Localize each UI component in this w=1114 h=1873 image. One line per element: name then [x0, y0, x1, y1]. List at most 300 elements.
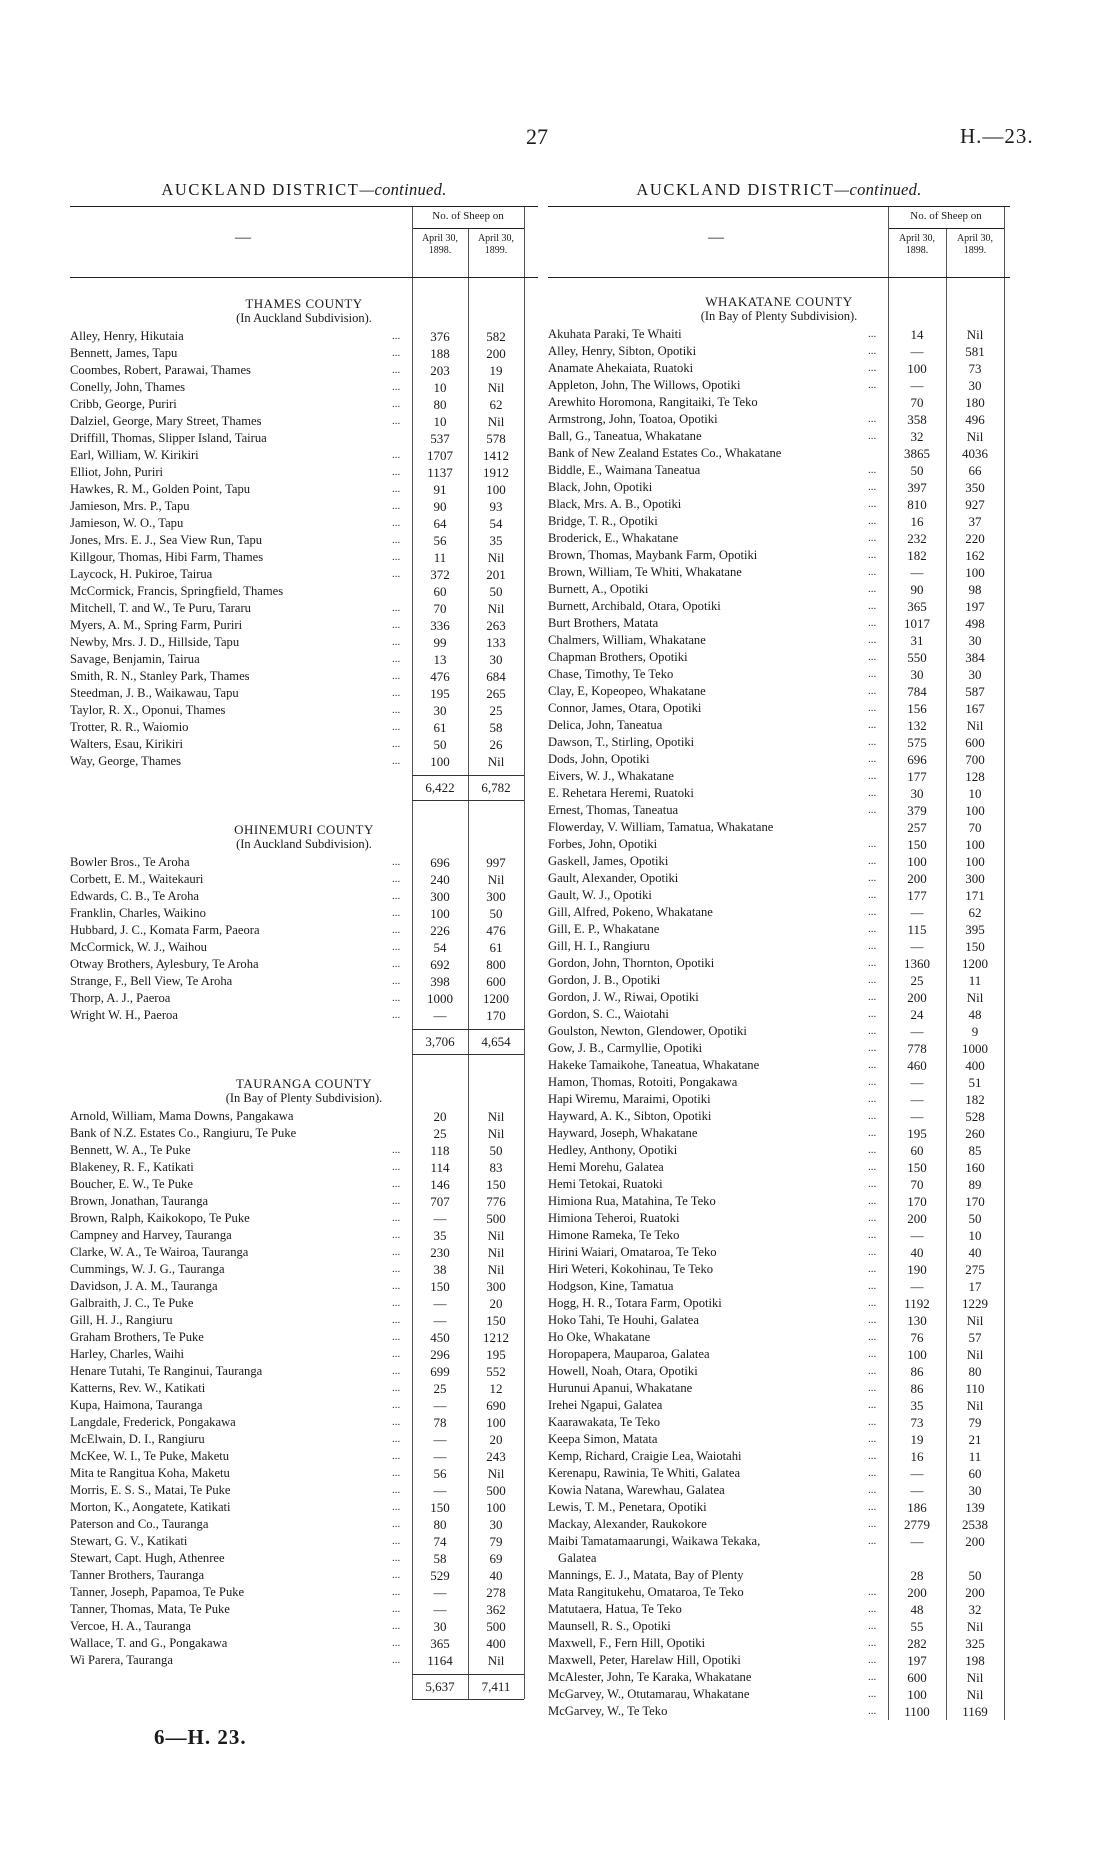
table-row — [70, 1210, 538, 1227]
sheep-1898: 200 — [907, 871, 927, 886]
leader-dots: ... — [392, 1620, 401, 1632]
table-row — [548, 377, 1010, 394]
sheep-1898: 73 — [910, 1415, 924, 1430]
owner-name: Davidson, J. A. M., Tauranga — [70, 1279, 218, 1293]
table-row — [70, 1499, 538, 1516]
table-row — [70, 464, 538, 481]
leader-dots: ... — [868, 651, 877, 663]
sheep-1898: 38 — [433, 1262, 447, 1277]
sheep-1898: 282 — [907, 1636, 927, 1651]
owner-name: Maunsell, R. S., Opotiki — [548, 1619, 671, 1633]
leader-dots: ... — [392, 1484, 401, 1496]
owner-name: Wright W. H., Paeroa — [70, 1008, 178, 1022]
table-row — [70, 600, 538, 617]
sheep-1899: 30 — [968, 378, 982, 393]
sheep-1898: — — [910, 1483, 924, 1498]
leader-dots: ... — [392, 415, 401, 427]
sheep-1899: 73 — [968, 361, 982, 376]
sheep-1899: Nil — [966, 1313, 984, 1328]
sheep-1899: Nil — [487, 1653, 505, 1668]
leader-dots: ... — [392, 1365, 401, 1377]
sheep-1899: 10 — [968, 786, 982, 801]
table-row — [548, 632, 1010, 649]
leader-dots: ... — [392, 381, 401, 393]
table-row — [70, 1346, 538, 1363]
leader-dots: ... — [868, 804, 877, 816]
leader-dots: ... — [868, 1416, 877, 1428]
sheep-1898: 575 — [907, 735, 927, 750]
leader-dots: ... — [868, 685, 877, 697]
sheep-1899: 35 — [489, 533, 503, 548]
sheep-1898: 1137 — [427, 465, 453, 480]
leader-dots: ... — [392, 670, 401, 682]
owner-name: Gill, E. P., Whakatane — [548, 922, 660, 936]
table-row — [70, 1329, 538, 1346]
owner-name: Biddle, E., Waimana Taneatua — [548, 463, 701, 477]
owner-name: Bennett, James, Tapu — [70, 346, 178, 360]
table-row — [548, 1431, 1010, 1448]
owner-name: Hodgson, Kine, Tamatua — [548, 1279, 674, 1293]
leader-dots: ... — [392, 466, 401, 478]
sheep-1899: Nil — [966, 1347, 984, 1362]
leader-dots: ... — [392, 1450, 401, 1462]
sheep-1899: 4036 — [962, 446, 988, 461]
leader-dots: ... — [392, 924, 401, 936]
sheep-1898: 132 — [907, 718, 927, 733]
table-row — [70, 939, 538, 956]
owner-name: Blakeney, R. F., Katikati — [70, 1160, 194, 1174]
owner-name: Clarke, W. A., Te Wairoa, Tauranga — [70, 1245, 249, 1259]
table-row — [548, 1703, 1010, 1720]
sheep-1898: 257 — [907, 820, 927, 835]
leader-dots: ... — [392, 1195, 401, 1207]
leader-dots: ... — [868, 753, 877, 765]
table-row — [70, 1125, 538, 1142]
table-row — [548, 1499, 1010, 1516]
sheep-1899: 500 — [486, 1211, 506, 1226]
leader-dots: ... — [392, 551, 401, 563]
sheep-1898: 25 — [910, 973, 924, 988]
owner-name: Gordon, S. C., Waiotahi — [548, 1007, 669, 1021]
table-row — [70, 1618, 538, 1635]
table-row — [70, 1567, 538, 1584]
owner-name: McGarvey, W., Otutamarau, Whakatane — [548, 1687, 750, 1701]
leader-dots: ... — [868, 668, 877, 680]
owner-name: Tanner Brothers, Tauranga — [70, 1568, 205, 1582]
leader-dots: ... — [392, 1535, 401, 1547]
sheep-1898: 54 — [433, 940, 447, 955]
page-number: 27 — [526, 124, 548, 149]
table-row — [70, 1227, 538, 1244]
leader-dots: ... — [392, 1144, 401, 1156]
owner-name: Himone Rameka, Te Teko — [548, 1228, 680, 1242]
owner-name: Gill, H. J., Rangiuru — [70, 1313, 173, 1327]
table-row — [548, 1533, 1010, 1550]
leader-dots: ... — [868, 1484, 877, 1496]
leader-dots: ... — [868, 566, 877, 578]
sheep-1898: 40 — [910, 1245, 924, 1260]
table-row — [548, 1091, 1010, 1108]
leader-dots: ... — [868, 1620, 877, 1632]
owner-name: Gordon, John, Thornton, Opotiki — [548, 956, 715, 970]
sheep-1898: 91 — [433, 482, 447, 497]
leader-dots: ... — [868, 1229, 877, 1241]
header-col-1899: April 30, 1899. — [477, 233, 515, 256]
owner-name: Burt Brothers, Matata — [548, 616, 659, 630]
table-row — [548, 1057, 1010, 1074]
sheep-1898: 31 — [910, 633, 924, 648]
table-row — [70, 1380, 538, 1397]
sheep-1898: 232 — [907, 531, 927, 546]
sheep-1899: 243 — [486, 1449, 506, 1464]
leader-dots: ... — [868, 719, 877, 731]
leader-dots: ... — [868, 1637, 877, 1649]
sheep-1899: 51 — [968, 1075, 982, 1090]
leader-dots: ... — [392, 1569, 401, 1581]
sheep-1898: 78 — [433, 1415, 447, 1430]
leader-dots: ... — [868, 1586, 877, 1598]
sheep-1898: 35 — [433, 1228, 447, 1243]
sheep-1898: 32 — [910, 429, 924, 444]
table-row — [70, 702, 538, 719]
table-row — [548, 1227, 1010, 1244]
sheep-1899: 30 — [968, 1483, 982, 1498]
leader-dots: ... — [868, 1076, 877, 1088]
table-row — [548, 921, 1010, 938]
owner-name: Kowia Natana, Warewhau, Galatea — [548, 1483, 725, 1497]
table-row — [548, 1023, 1010, 1040]
sheep-1899: 62 — [968, 905, 982, 920]
owner-name: Hoko Tahi, Te Houhi, Galatea — [548, 1313, 699, 1327]
sheep-1899: 11 — [968, 1449, 982, 1464]
table-row — [548, 564, 1010, 581]
leader-dots: ... — [392, 1382, 401, 1394]
sheep-1899: 9 — [971, 1024, 979, 1039]
sheep-1899: 265 — [486, 686, 506, 701]
column-title — [70, 180, 538, 206]
owner-name: Bank of N.Z. Estates Co., Rangiuru, Te Puke — [70, 1126, 297, 1140]
owner-name: Jamieson, Mrs. P., Tapu — [70, 499, 190, 513]
table-row — [548, 649, 1010, 666]
table-row — [70, 617, 538, 634]
sheep-1898: 376 — [430, 329, 450, 344]
table-row — [548, 785, 1010, 802]
owner-name: Brown, Jonathan, Tauranga — [70, 1194, 209, 1208]
sheep-1898: 24 — [910, 1007, 924, 1022]
owner-name: Coombes, Robert, Parawai, Thames — [70, 363, 251, 377]
header-rule-1 — [412, 207, 413, 277]
sheep-1899: 200 — [486, 346, 506, 361]
sheep-1899: Nil — [487, 601, 505, 616]
leader-dots: ... — [392, 1348, 401, 1360]
sheep-1899: 50 — [489, 906, 503, 921]
sheep-1899: 100 — [965, 837, 985, 852]
sheep-1898: — — [910, 378, 924, 393]
leader-dots: ... — [868, 1331, 877, 1343]
leader-dots: ... — [868, 736, 877, 748]
sheep-1899: 93 — [489, 499, 503, 514]
sheep-1899: 100 — [965, 854, 985, 869]
sheep-1899: 50 — [968, 1568, 982, 1583]
leader-dots: ... — [868, 838, 877, 850]
owner-name: Dawson, T., Stirling, Opotiki — [548, 735, 695, 749]
sheep-1899: 800 — [486, 957, 506, 972]
sheep-1898: 810 — [907, 497, 927, 512]
sheep-1898: 365 — [430, 1636, 450, 1651]
leader-dots: ... — [392, 687, 401, 699]
table-row — [548, 904, 1010, 921]
total-1898: 3,706 — [425, 1034, 455, 1049]
sheep-1898: 707 — [430, 1194, 450, 1209]
table-row — [548, 1601, 1010, 1618]
leader-dots: ... — [868, 498, 877, 510]
table-row — [548, 1329, 1010, 1346]
table-row — [548, 1074, 1010, 1091]
sheep-1899: 60 — [968, 1466, 982, 1481]
owner-name: Hiri Weteri, Kokohinau, Te Teko — [548, 1262, 714, 1276]
owner-name: Bennett, W. A., Te Puke — [70, 1143, 191, 1157]
header-dash: — — [708, 229, 724, 246]
sheep-1899: 496 — [965, 412, 985, 427]
sheep-1899: 552 — [486, 1364, 506, 1379]
owner-name: Taylor, R. X., Oponui, Thames — [70, 703, 226, 717]
sheep-1899: 162 — [965, 548, 985, 563]
owner-name: Burnett, A., Opotiki — [548, 582, 649, 596]
sheep-1899: 58 — [489, 720, 503, 735]
table-body — [70, 278, 538, 1699]
sheep-1898: 203 — [430, 363, 450, 378]
table-row — [70, 1397, 538, 1414]
leader-dots: ... — [868, 1501, 877, 1513]
sheep-1898: 10 — [433, 414, 447, 429]
table-row — [548, 1006, 1010, 1023]
table-row — [70, 1516, 538, 1533]
sheep-1898: 30 — [433, 1619, 447, 1634]
table-row — [548, 768, 1010, 785]
owner-name: Mackay, Alexander, Raukokore — [548, 1517, 707, 1531]
table-row — [548, 547, 1010, 564]
table-row — [70, 854, 538, 871]
table-row — [548, 734, 1010, 751]
owner-name: Ho Oke, Whakatane — [548, 1330, 651, 1344]
sheep-1899: 12 — [489, 1381, 503, 1396]
leader-dots: ... — [868, 1365, 877, 1377]
owner-name: Hogg, H. R., Totara Farm, Opotiki — [548, 1296, 722, 1310]
table-row — [70, 549, 538, 566]
leader-dots: ... — [392, 1178, 401, 1190]
leader-dots: ... — [868, 1382, 877, 1394]
county-heading: TAURANGA COUNTY — [235, 1076, 373, 1091]
sheep-1898: 100 — [430, 754, 450, 769]
table-row — [70, 583, 538, 600]
sheep-1898: 177 — [907, 888, 927, 903]
sheep-1899: 69 — [489, 1551, 503, 1566]
leader-dots: ... — [868, 1025, 877, 1037]
owner-name: Galatea — [558, 1551, 597, 1565]
header-rule-2 — [468, 229, 469, 277]
table-row — [70, 1601, 538, 1618]
leader-dots: ... — [868, 1059, 877, 1071]
table-row — [70, 1193, 538, 1210]
table-row — [70, 1159, 538, 1176]
sheep-1898: — — [433, 1449, 447, 1464]
total-bottom-rule — [412, 800, 524, 801]
owner-name: Hemi Morehu, Galatea — [548, 1160, 664, 1174]
owner-name: Wi Parera, Tauranga — [70, 1653, 173, 1667]
sheep-1898: 1100 — [904, 1704, 930, 1719]
sheep-1898: 30 — [910, 786, 924, 801]
sheep-1899: 30 — [968, 667, 982, 682]
table-row — [548, 1567, 1010, 1584]
sheep-1898: 2779 — [904, 1517, 930, 1532]
leader-dots: ... — [868, 1212, 877, 1224]
table-row — [548, 955, 1010, 972]
owner-name: Stewart, Capt. Hugh, Athenree — [70, 1551, 225, 1565]
sheep-1899: 100 — [486, 482, 506, 497]
sheep-1899: 300 — [486, 1279, 506, 1294]
sheep-1898: 170 — [907, 1194, 927, 1209]
table-row — [70, 1176, 538, 1193]
sheep-1898: 30 — [910, 667, 924, 682]
table-row — [70, 753, 538, 770]
leader-dots: ... — [392, 1637, 401, 1649]
owner-name: Tanner, Thomas, Mata, Te Puke — [70, 1602, 230, 1616]
sheep-1898: 60 — [910, 1143, 924, 1158]
sheep-1899: 927 — [965, 497, 985, 512]
sheep-1898: — — [910, 1534, 924, 1549]
sheep-1899: 600 — [486, 974, 506, 989]
owner-name: Anamate Ahekaiata, Ruatoki — [548, 361, 694, 375]
leader-dots: ... — [392, 1518, 401, 1530]
leader-dots: ... — [392, 1399, 401, 1411]
owner-name: Kerenapu, Rawinia, Te Whiti, Galatea — [548, 1466, 741, 1480]
leader-dots: ... — [392, 364, 401, 376]
sheep-1899: 100 — [486, 1500, 506, 1515]
table-row — [70, 1448, 538, 1465]
sheep-1899: 133 — [486, 635, 506, 650]
owner-name: Strange, F., Bell View, Te Aroha — [70, 974, 233, 988]
leader-dots: ... — [392, 1009, 401, 1021]
sheep-1898: 13 — [433, 652, 447, 667]
sheep-1898: 200 — [907, 1211, 927, 1226]
owner-name: Thorp, A. J., Paeroa — [70, 991, 171, 1005]
table-row — [70, 1108, 538, 1125]
sheep-1899: 100 — [486, 1415, 506, 1430]
leader-dots: ... — [868, 1280, 877, 1292]
sheep-1898: — — [433, 1432, 447, 1447]
owner-name: Jamieson, W. O., Tapu — [70, 516, 184, 530]
leader-dots: ... — [868, 362, 877, 374]
leader-dots: ... — [868, 1161, 877, 1173]
table-row — [548, 1482, 1010, 1499]
table-row — [548, 1346, 1010, 1363]
table-row — [548, 802, 1010, 819]
table-row — [548, 972, 1010, 989]
owner-name: Laycock, H. Pukiroe, Tairua — [70, 567, 213, 581]
sheep-1899: 30 — [968, 633, 982, 648]
table-row — [548, 1669, 1010, 1686]
sheep-1899: 200 — [965, 1585, 985, 1600]
sheep-1898: 100 — [907, 1687, 927, 1702]
sheep-1898: 114 — [430, 1160, 450, 1175]
table-row — [548, 1652, 1010, 1669]
sheep-1899: 139 — [965, 1500, 985, 1515]
table-row — [548, 394, 1010, 411]
leader-dots: ... — [868, 1195, 877, 1207]
table-row — [70, 1482, 538, 1499]
sheep-1899: 395 — [965, 922, 985, 937]
sheep-1899: 275 — [965, 1262, 985, 1277]
owner-name: Clay, E, Kopeopeo, Whakatane — [548, 684, 706, 698]
sheep-1898: 10 — [433, 380, 447, 395]
sheep-1899: Nil — [487, 1109, 505, 1124]
owner-name: Maxwell, F., Fern Hill, Opotiki — [548, 1636, 706, 1650]
leader-dots: ... — [392, 1161, 401, 1173]
table-row — [70, 1261, 538, 1278]
county-heading: OHINEMURI COUNTY — [234, 822, 374, 837]
total-1899: 4,654 — [481, 1034, 511, 1049]
sheep-1898: 1192 — [904, 1296, 930, 1311]
sheep-1899: Nil — [966, 718, 984, 733]
owner-name: Bowler Bros., Te Aroha — [70, 855, 190, 869]
sheep-1899: 201 — [486, 567, 506, 582]
sheep-1898: 30 — [433, 703, 447, 718]
total-1899: 7,411 — [481, 1679, 511, 1694]
header-rule-2 — [946, 229, 947, 277]
header-col-1899: April 30, 1899. — [956, 233, 994, 256]
table-row — [548, 479, 1010, 496]
owner-name: Hirini Waiari, Omataroa, Te Teko — [548, 1245, 717, 1259]
sheep-1898: 74 — [433, 1534, 447, 1549]
owner-name: Hubbard, J. C., Komata Farm, Paeora — [70, 923, 260, 937]
sheep-1899: Nil — [487, 414, 505, 429]
leader-dots: ... — [868, 1314, 877, 1326]
owner-name: Dods, John, Opotiki — [548, 752, 650, 766]
sheep-1899: 528 — [965, 1109, 985, 1124]
sheep-1899: Nil — [966, 429, 984, 444]
sheep-1898: 230 — [430, 1245, 450, 1260]
owner-name: Gaskell, James, Opotiki — [548, 854, 669, 868]
leader-dots: ... — [392, 1586, 401, 1598]
leader-dots: ... — [868, 1450, 877, 1462]
sheep-1898: — — [433, 1483, 447, 1498]
sheep-1899: 1169 — [962, 1704, 988, 1719]
sheep-1898: 56 — [433, 533, 447, 548]
sheep-1898: 336 — [430, 618, 450, 633]
table-row — [70, 396, 538, 413]
sheep-1898: 3865 — [904, 446, 930, 461]
leader-dots: ... — [392, 1246, 401, 1258]
sheep-1898: 19 — [910, 1432, 924, 1447]
sheep-1899: 40 — [489, 1568, 503, 1583]
sheep-1899: Nil — [487, 550, 505, 565]
total-row — [70, 1669, 538, 1699]
column-title-suffix: —continued. — [359, 180, 447, 199]
owner-name: McCormick, W. J., Waihou — [70, 940, 207, 954]
table-header — [70, 206, 538, 278]
sheep-1899: 362 — [486, 1602, 506, 1617]
sheep-1898: 20 — [433, 1109, 447, 1124]
sheep-1899: Nil — [487, 1228, 505, 1243]
sheep-1899: 160 — [965, 1160, 985, 1175]
column-title — [548, 180, 1010, 206]
sheep-1898: 1000 — [427, 991, 453, 1006]
owner-name: Ball, G., Taneatua, Whakatane — [548, 429, 702, 443]
total-row — [70, 770, 538, 800]
table-row — [548, 1312, 1010, 1329]
owner-name: Elliot, John, Puriri — [70, 465, 164, 479]
owner-name: Irehei Ngapui, Galatea — [548, 1398, 663, 1412]
